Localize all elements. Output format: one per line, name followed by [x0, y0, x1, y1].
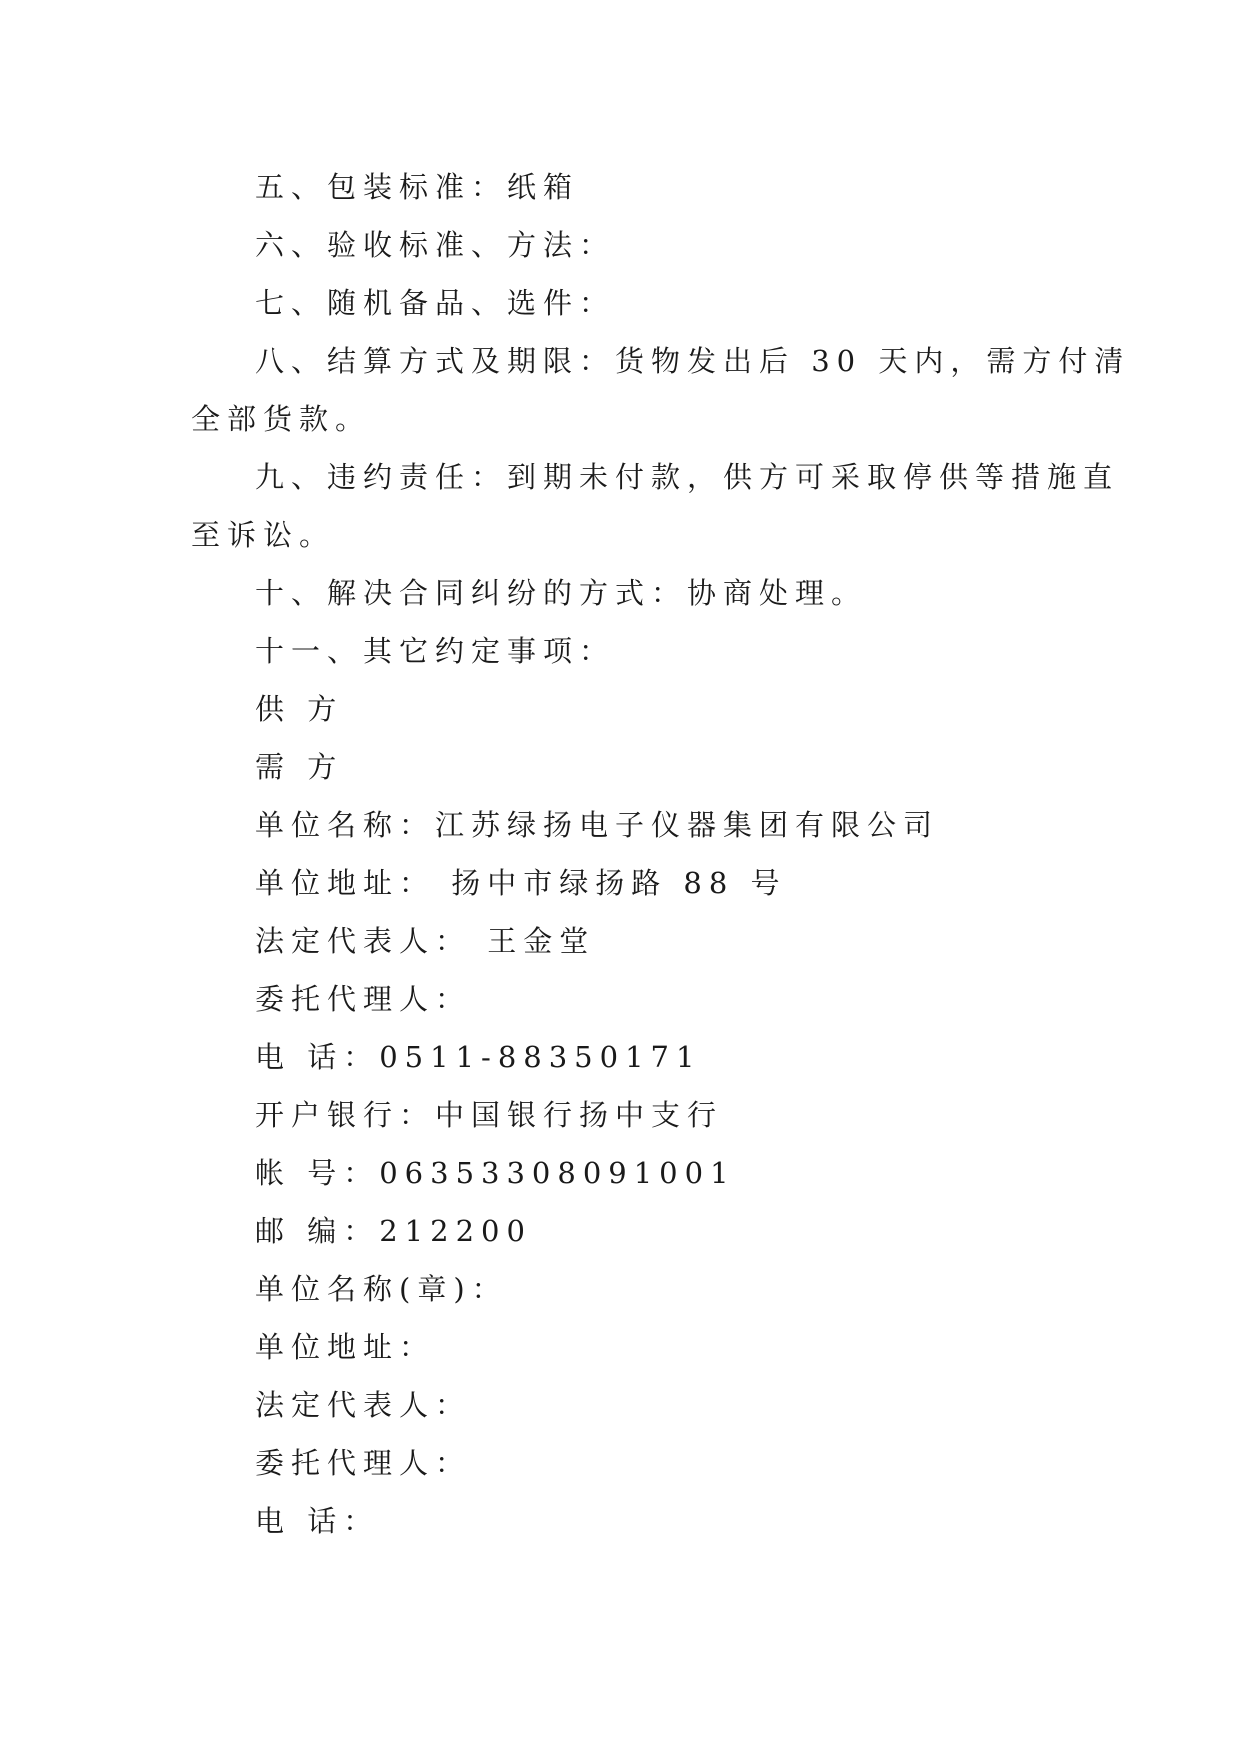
- supplier-bank: 开户银行：中国银行扬中支行: [255, 1098, 724, 1132]
- clause-packaging: 五、包装标准：纸箱: [255, 170, 580, 204]
- clause-liability-continued: 至诉讼。: [191, 518, 336, 552]
- buyer-phone: 电 话：: [255, 1504, 380, 1538]
- supplier-account: 帐 号：06353308091001: [255, 1156, 736, 1190]
- buyer-agent: 委托代理人：: [255, 1446, 472, 1480]
- clause-dispute: 十、解决合同纠纷的方式：协商处理。: [255, 576, 868, 610]
- clause-other: 十一、其它约定事项：: [255, 634, 616, 668]
- buyer-legal-rep: 法定代表人：: [255, 1388, 472, 1422]
- supplier-agent: 委托代理人：: [255, 982, 472, 1016]
- supplier-heading: 供 方: [255, 692, 344, 726]
- clause-settlement-continued: 全部货款。: [191, 402, 372, 436]
- supplier-company-name: 单位名称：江苏绿扬电子仪器集团有限公司: [255, 808, 940, 842]
- supplier-phone: 电 话：0511-88350171: [255, 1040, 702, 1074]
- clause-spare-parts: 七、随机备品、选件：: [255, 286, 616, 320]
- supplier-address: 单位地址： 扬中市绿扬路 88 号: [255, 866, 787, 900]
- buyer-heading: 需 方: [255, 750, 344, 784]
- clause-liability: 九、违约责任：到期未付款，供方可采取停供等措施直: [255, 460, 1120, 494]
- clause-acceptance: 六、验收标准、方法：: [255, 228, 616, 262]
- supplier-postcode: 邮 编：212200: [255, 1214, 532, 1248]
- supplier-legal-rep: 法定代表人： 王金堂: [255, 924, 596, 958]
- clause-settlement: 八、结算方式及期限：货物发出后 30 天内，需方付清: [255, 344, 1131, 378]
- buyer-company-name: 单位名称(章)：: [255, 1272, 508, 1306]
- buyer-address: 单位地址：: [255, 1330, 436, 1364]
